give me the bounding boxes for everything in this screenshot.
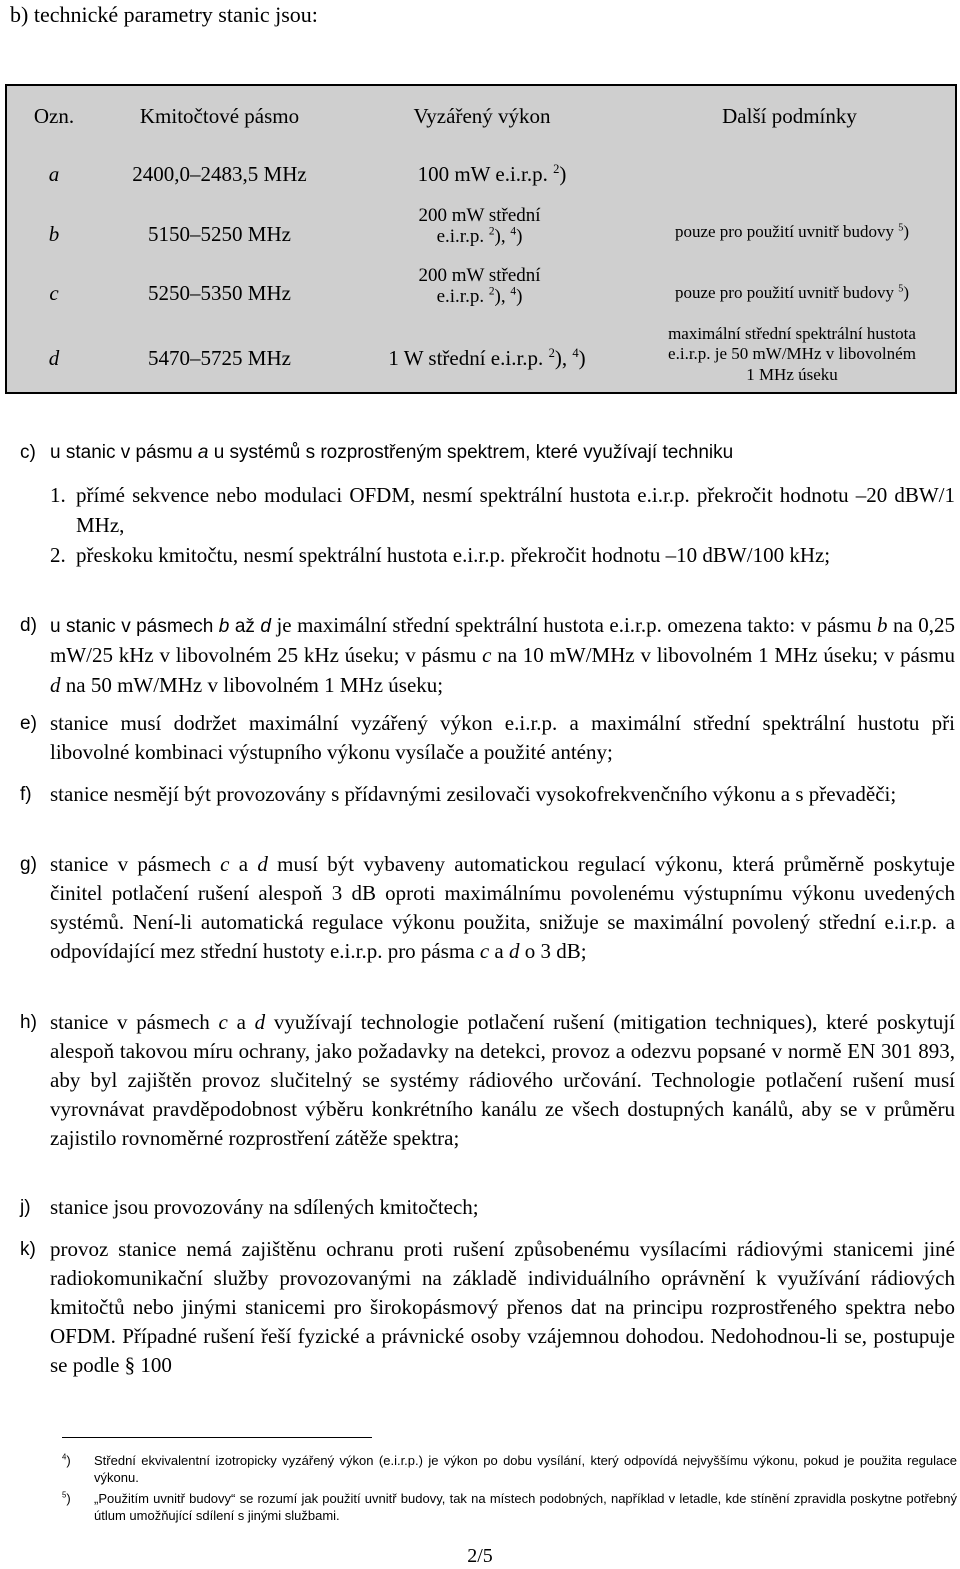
table-cell-ozn: a — [48, 162, 60, 186]
footnote-divider — [62, 1437, 372, 1438]
table-cell-ozn: c — [49, 281, 59, 305]
table-header-power: Vyzářený výkon — [413, 104, 551, 128]
page-number: 2/5 — [467, 1545, 493, 1567]
table-cell-band: 5150–5250 MHz — [148, 222, 291, 246]
footnote: $^5$) „Použitím uvnitř budovy“ se rozumí jak použití uvnitř budovy, tak na místech podobných, například v letadle, kde stínění zpravidla poskytne potřebný útlum umožňující sdílení s jinými službami. — [62, 1490, 957, 1523]
table-cell-conditions: pouze pro použití uvnitř budovy $^5$) — [674, 222, 910, 241]
list-item: 1. přímé sekvence nebo modulaci OFDM, nesmí spektrální hustota e.i.r.p. překročit hodnotu –20 dBW/1 MHz, — [50, 483, 955, 537]
table-header-conditions: Další podmínky — [722, 104, 857, 128]
list-item: f) stanice nesmějí být provozovány s přídavnými zesilovači vysokofrekvenčního výkonu a s převaděči; — [20, 782, 897, 806]
list-item: j) stanice jsou provozovány na sdílených kmitočtech; — [20, 1195, 479, 1219]
list-item: e) stanice musí dodržet maximální vyzářený výkon e.i.r.p. a maximální střední spektrální hustotu při libovolné kombinaci výstupního výkonu vysílače a použité antény; — [20, 711, 955, 764]
list-item: k) provoz stanice nemá zajištěnu ochranu proti rušení způsobenému vysílacími rádiovými stanicemi jiné radiokomunikační služby provozovanými na základě individuálního oprávnění k využívání rádiových kmitočtů nebo jinými stanicemi pro širokopásmový přenos dat na principu rozprostřeného spektra nebo OFDM. Případné rušení řeší fyzické a právnické osoby vzájemnou dohodou. Nedohodnou-li se, postupuje se podle § 100 — [20, 1237, 955, 1377]
table-cell-band: 5250–5350 MHz — [148, 281, 291, 305]
table-cell-conditions: maximální střední spektrální hustota e.i.r.p. je 50 mW/MHz v libovolném 1 MHz úseku — [668, 324, 916, 384]
table-cell-band: 2400,0–2483,5 MHz — [132, 162, 307, 186]
table-cell-ozn: b — [48, 222, 60, 246]
list-item: g) stanice v pásmech c a d musí být vybaveny automatickou regulací výkonu, která průměrně poskytuje činitel potlačení rušení alespoň 3 dB oproti maximálnímu povolenému výstupnímu výkonu uvedených systémů. Není-li automatická regulace výkonu použita, snižuje se maximální povolený střední e.i.r.p. a odpovídající mez střední hustoty e.i.r.p. pro pásma c a d o 3 dB; — [20, 852, 955, 963]
table-cell-power: 100 mW e.i.r.p. $^2$) — [417, 162, 567, 186]
table-cell-power: 200 mW střední e.i.r.p. $^2$), $^4$) — [418, 205, 541, 247]
list-item: d) u stanic v pásmech b až d je maximální střední spektrální hustota e.i.r.p. omezena takto: v pásmu b na 0,25 mW/25 kHz v libovolném 25 kHz úseku; v pásmu c na 10 mW/MHz v libovolném 1 MHz úseku; v pásmu d na 50 mW/MHz v libovolném 1 MHz úseku; — [20, 613, 956, 697]
footnote: $^4$) Střední ekvivalentní izotropicky vyzářený výkon (e.i.r.p.) je výkon po dobu vysílání, který odpovídá nejvyššímu výkonu, pokud je použita regulace výkonu. — [62, 1452, 957, 1485]
list-item: h) stanice v pásmech c a d využívají technologie potlačení rušení (mitigation techniques), které poskytují alespoň takovou míru ochrany, jako požadavky na detekci, provoz a odezvu popsané v normě EN 301 893, aby byl zajištěn provoz slučitelný se systémy rádiového určování. Technologie potlačení rušení musí vyrovnávat pravděpodobnost výběru konkrétního kanálu ze všech dostupných kanálů, aby se v průměru zajistilo rovnoměrné rozprostření zátěže spektra; — [20, 1010, 955, 1150]
table-cell-conditions: pouze pro použití uvnitř budovy $^5$) — [674, 283, 910, 302]
table-header-ozn: Ozn. — [33, 104, 75, 128]
parameters-table — [5, 84, 957, 394]
list-item: c) u stanic v pásmu a u systémů s rozprostřeným spektrem, které využívají techniku — [20, 442, 734, 463]
table-cell-band: 5470–5725 MHz — [148, 346, 291, 370]
table-cell-power: 200 mW střední e.i.r.p. $^2$), $^4$) — [418, 265, 541, 307]
section-heading: b) technické parametry stanic jsou: — [10, 2, 318, 27]
table-cell-ozn: d — [48, 346, 60, 370]
table-header-band: Kmitočtové pásmo — [139, 104, 300, 128]
table-cell-power: 1 W střední e.i.r.p. $^2$), $^4$) — [388, 346, 586, 370]
list-item: 2. přeskoku kmitočtu, nesmí spektrální hustota e.i.r.p. překročit hodnotu –10 dBW/100 kHz; — [50, 543, 831, 567]
